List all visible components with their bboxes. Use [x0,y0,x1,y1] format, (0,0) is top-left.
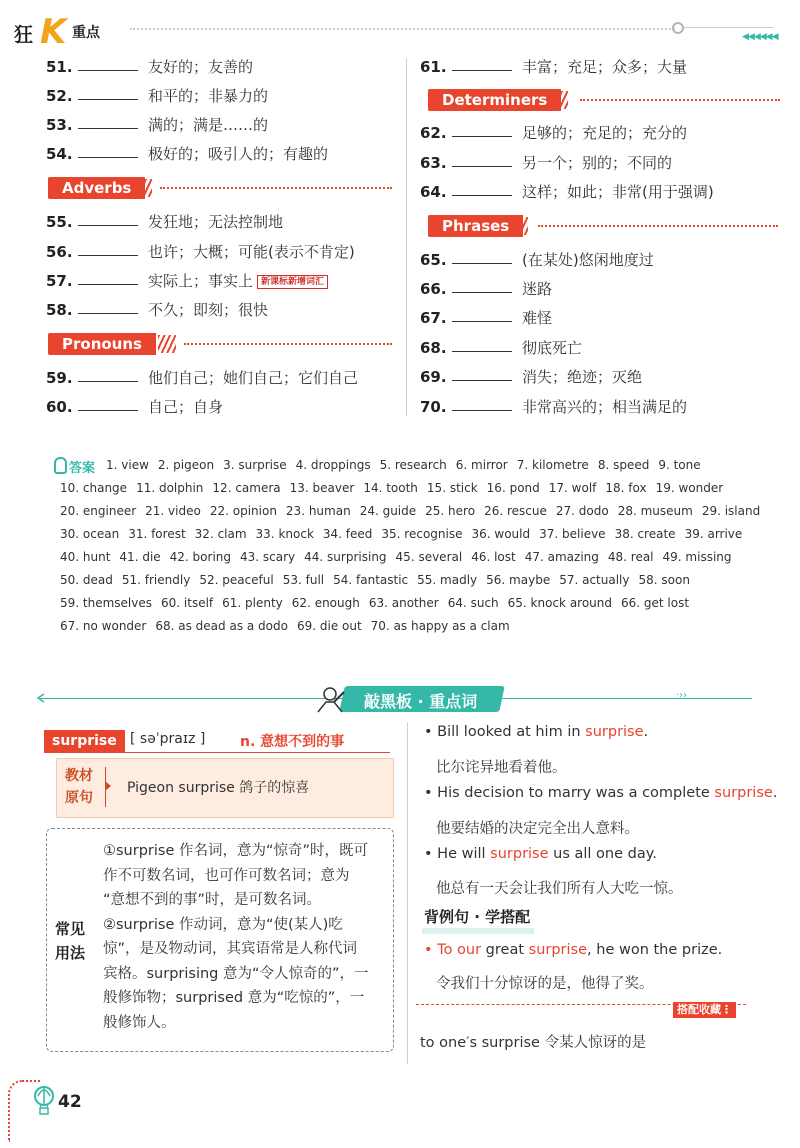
keyword-header [44,728,394,752]
section-dotted-rule [580,99,780,101]
item-number: 64. [420,183,447,201]
item-definition: 消失；绝迹；灭绝 [522,368,643,386]
vocab-row [420,336,582,360]
item-definition: 极好的；吸引人的；有趣的 [148,145,329,163]
answer-item: 7. kilometre [516,458,589,472]
item-definition: (在某处)悠闲地度过 [522,251,654,269]
usage-line: 作不可数名词，也可作可数名词；意为 [103,867,350,884]
vocab-row [420,151,672,175]
stripes-icon [550,91,568,109]
usage-line: 惊”，是及物动词，其宾语常是人称代词 [103,941,358,957]
answer-item: 60. itself [161,596,214,610]
answer-item: 49. missing [662,550,732,564]
header-rule [130,28,675,30]
answer-item: 4. droppings [295,458,371,472]
column-divider [406,58,407,416]
item-number: 61. [420,58,447,76]
answer-item: 30. ocean [60,527,120,541]
example-translation: 他总有一天会让我们所有人大吃一惊。 [436,881,683,897]
vocab-row [46,84,268,108]
usage-line: 般修饰人。 [103,1014,176,1031]
answer-blank[interactable] [78,270,138,285]
answer-blank[interactable] [78,367,138,382]
answer-item: 68. as dead as a dodo [155,619,288,633]
example-highlight: surprise [714,785,773,801]
lightbulb-icon [54,457,67,474]
section-label: Determiners [428,89,561,111]
answer-line [60,573,699,587]
answer-item: 41. die [119,550,161,564]
answer-item: 44. surprising [304,550,387,564]
answer-blank[interactable] [452,249,512,264]
section-label: Pronouns [48,333,156,355]
answer-item: 38. create [614,527,676,541]
vocab-row [46,142,328,166]
item-number: 67. [420,309,447,327]
section-header-adverbs [48,177,400,199]
answer-item: 3. surprise [223,458,287,472]
vocab-row [420,277,552,301]
keyword-definition: n. 意想不到的事 [240,734,345,750]
item-number: 65. [420,251,447,269]
section-label: Phrases [428,215,523,237]
logo-char: 狂 [14,24,34,46]
example-highlight: surprise [585,724,644,740]
example-text: us all one day. [548,846,657,862]
answer-item: 24. guide [359,504,417,518]
example-text: . [772,785,778,801]
section-header-pronouns [48,333,400,355]
blackboard-banner [312,684,504,714]
usage-label-line: 常见 [55,920,86,938]
answer-line [60,481,732,495]
answer-item: 69. die out [296,619,362,633]
item-definition: 他们自己；她们自己；它们自己 [148,369,359,387]
answer-item: 46. lost [471,550,516,564]
usage-line: ①surprise 作名词，意为“惊奇”时，既可 [103,843,369,859]
header-ring-icon [672,22,684,34]
answer-item: 23. human [285,504,351,518]
answer-item: 26. rescue [484,504,547,518]
item-number: 53. [46,116,73,134]
answer-blank[interactable] [78,143,138,158]
answer-item: 22. opinion [209,504,277,518]
answer-item: 52. peaceful [199,573,274,587]
answer-item: 37. believe [539,527,606,541]
vocab-row [46,240,355,264]
answer-item: 18. fox [605,481,647,495]
vocab-row [46,395,223,419]
answer-item: 5. research [379,458,447,472]
vocab-row [420,248,654,272]
answer-item: 55. madly [417,573,478,587]
answer-item: 9. tone [658,458,701,472]
answer-item: 48. real [607,550,654,564]
answer-item: 58. soon [638,573,690,587]
item-definition: 自己；自身 [148,398,224,416]
answer-item: 25. hero [425,504,476,518]
answer-line [60,619,519,633]
answer-blank[interactable] [452,396,512,411]
item-number: 70. [420,398,447,416]
answer-blank[interactable] [452,307,512,322]
item-definition: 不久；即刻；很快 [148,301,269,319]
answer-item: 66. get lost [621,596,690,610]
vocab-row [420,395,687,419]
item-number: 62. [420,124,447,142]
book-logo [14,12,132,52]
vocab-row [46,113,268,137]
source-label-line: 教材 [65,768,93,784]
keyword-tag: surprise [44,730,125,752]
section-dotted-rule [184,343,392,345]
item-number: 63. [420,154,447,172]
logo-text: 重点 [72,25,100,41]
answer-item: 27. dodo [555,504,609,518]
item-number: 58. [46,301,73,319]
stripes-icon [134,179,152,197]
item-definition: 满的；满是……的 [148,116,269,134]
item-definition: 迷路 [522,280,553,298]
answer-blank[interactable] [452,122,512,137]
answer-item: 19. wonder [655,481,724,495]
answer-line [60,527,751,541]
item-definition: 难怪 [522,309,553,327]
item-definition: 这样；如此；非常(用于强调) [522,183,714,201]
answer-item: 28. museum [617,504,693,518]
vocab-row [46,210,283,234]
keyword-underline [44,752,390,753]
answer-blank[interactable] [78,211,138,226]
vocab-row [420,306,552,330]
vocab-row [46,298,268,322]
answer-item: 67. no wonder [60,619,147,633]
example-sentence [424,846,657,862]
section-dotted-rule [538,225,778,227]
answer-item: 34. feed [322,527,373,541]
source-label-line: 原句 [65,790,93,806]
collect-tag: 搭配收藏⋮ [673,1002,736,1018]
answers-title: 答案 [69,461,96,476]
item-definition: 也许；大概；可能(表示不肯定) [148,243,355,261]
answer-blank[interactable] [78,299,138,314]
item-number: 60. [46,398,73,416]
example-sentence [424,724,648,740]
example-translation: 比尔诧异地看着他。 [436,760,567,776]
item-number: 52. [46,87,73,105]
answer-item: 6. mirror [455,458,508,472]
answer-item: 53. full [282,573,325,587]
item-number: 56. [46,243,73,261]
answers-label [54,457,95,476]
header-rule-right [684,27,774,28]
answer-item: 29. island [701,504,761,518]
answer-item: 33. knock [255,527,314,541]
vocab-row [420,180,714,204]
usage-label [55,917,87,965]
item-number: 55. [46,213,73,231]
usage-line: “意想不到的事”时，是可数名词。 [103,892,322,908]
answer-blank[interactable] [78,114,138,129]
answer-item: 64. such [447,596,499,610]
subheading-highlight [422,928,534,934]
answer-line [60,504,769,518]
example-sentence [424,785,777,801]
vocab-row [420,55,687,79]
answer-line [60,550,741,564]
answer-item: 14. tooth [363,481,418,495]
section-label: Adverbs [48,177,145,199]
answer-item: 63. another [368,596,439,610]
answer-item: 1. view [106,458,149,472]
usage-line: 般修饰物；surprised 意为“吃惊的”，一 [103,990,365,1006]
recite-translation: 令我们十分惊讶的是，他得了奖。 [436,976,654,992]
answer-item: 20. engineer [60,504,137,518]
balloon-icon [32,1086,56,1116]
recite-sentence [424,942,722,958]
vocab-row [46,366,358,390]
collocation-phrase: to one′s surprise 令某人惊讶的是 [420,1035,647,1051]
answer-blank[interactable] [78,56,138,71]
answer-blank[interactable] [78,396,138,411]
answer-line [60,596,698,610]
column-divider [407,722,408,1064]
header-arrows-icon: ◀◀◀◀◀◀ [742,32,778,42]
keyword-phonetic: [ səˈpraɪz ] [130,731,206,747]
banner-arrows-icon: ·›› [676,690,688,701]
usage-label-line: 用法 [55,944,86,962]
vocab-row [46,55,253,79]
answer-item: 59. themselves [60,596,152,610]
answer-item: 17. wolf [548,481,597,495]
logo-k: K [40,12,67,52]
section-header-determiners [428,89,782,111]
item-number: 59. [46,369,73,387]
example-text: • Bill looked at him in [424,724,586,740]
answer-item: 47. amazing [524,550,599,564]
answer-item: 40. hunt [60,550,111,564]
item-definition: 足够的；充足的；充分的 [522,124,688,142]
vocab-row [46,269,328,293]
example-highlight: surprise [490,846,549,862]
answer-item: 57. actually [559,573,630,587]
answer-item: 56. maybe [486,573,551,587]
answer-item: 16. pond [486,481,540,495]
answer-blank[interactable] [78,241,138,256]
answer-item: 39. arrive [684,527,743,541]
item-number: 54. [46,145,73,163]
item-number: 51. [46,58,73,76]
mascot-icon [312,684,348,716]
answer-item: 11. dolphin [136,481,204,495]
new-vocab-tag: 新课标新增词汇 [257,275,328,289]
answer-item: 43. scary [240,550,296,564]
example-translation: 他要结婚的决定完全出人意料。 [436,821,639,837]
answer-item: 50. dead [60,573,113,587]
answer-item: 31. forest [128,527,186,541]
source-sentence: Pigeon surprise 鸽子的惊喜 [127,780,310,796]
answer-item: 62. enough [291,596,360,610]
answer-item: 61. plenty [222,596,283,610]
answer-item: 10. change [60,481,128,495]
answer-item: 13. beaver [289,481,355,495]
item-definition: 和平的；非暴力的 [148,87,269,105]
usage-line: 宾格。surprising 意为“令人惊奇的”，一 [103,965,369,982]
answer-blank[interactable] [452,337,512,352]
vocab-row [420,365,642,389]
example-text: . [643,724,649,740]
answer-item: 21. video [145,504,201,518]
example-text: , he won the prize. [587,942,723,958]
item-number: 66. [420,280,447,298]
banner-title: 敲黑板 · 重点词 [364,692,478,711]
section-header-phrases [428,215,782,237]
answer-line [106,458,710,472]
answer-item: 15. stick [426,481,478,495]
item-definition: 另一个；别的；不同的 [522,154,673,172]
stripes-icon [510,217,528,235]
answer-blank[interactable] [78,85,138,100]
usage-line: ②surprise 作动词，意为“使(某人)吃 [103,916,343,933]
answer-blank[interactable] [452,278,512,293]
example-highlight: surprise [528,942,588,958]
section-dotted-rule [160,187,392,189]
answer-item: 70. as happy as a clam [370,619,510,633]
item-definition: 实际上；事实上 [148,272,254,290]
answer-item: 32. clam [194,527,247,541]
example-text: • He will [424,846,491,862]
example-highlight: To our [437,942,482,958]
answer-item: 42. boring [169,550,232,564]
triangle-icon [105,781,111,791]
answer-blank[interactable] [452,366,512,381]
vocab-row [420,121,687,145]
answer-item: 54. fantastic [333,573,409,587]
answer-item: 12. camera [212,481,281,495]
usage-box [46,828,394,1052]
answer-item: 36. would [471,527,531,541]
stripes-icon [158,335,176,353]
answer-item: 2. pigeon [157,458,215,472]
item-number: 69. [420,368,447,386]
item-definition: 友好的；友善的 [148,58,254,76]
source-label [61,765,97,809]
answer-blank[interactable] [452,181,512,196]
item-number: 57. [46,272,73,290]
arrow-left-icon [36,693,46,703]
recite-subheading: 背例句 · 学搭配 [424,908,531,926]
answer-item: 45. several [395,550,463,564]
example-text: great [481,942,529,958]
item-definition: 丰富；充足；众多；大量 [522,58,688,76]
source-sentence-box [56,758,394,818]
answer-blank[interactable] [452,152,512,167]
example-text: • His decision to marry was a complete [424,785,715,801]
answer-item: 35. recognise [381,527,463,541]
bullet: • [424,942,438,958]
answer-item: 51. friendly [121,573,191,587]
answer-blank[interactable] [452,56,512,71]
item-number: 68. [420,339,447,357]
item-definition: 发狂地；无法控制地 [148,213,284,231]
answer-item: 8. speed [597,458,650,472]
item-definition: 彻底死亡 [522,339,583,357]
answer-item: 65. knock around [507,596,613,610]
item-definition: 非常高兴的；相当满足的 [522,398,688,416]
page-number: 42 [58,1092,82,1112]
